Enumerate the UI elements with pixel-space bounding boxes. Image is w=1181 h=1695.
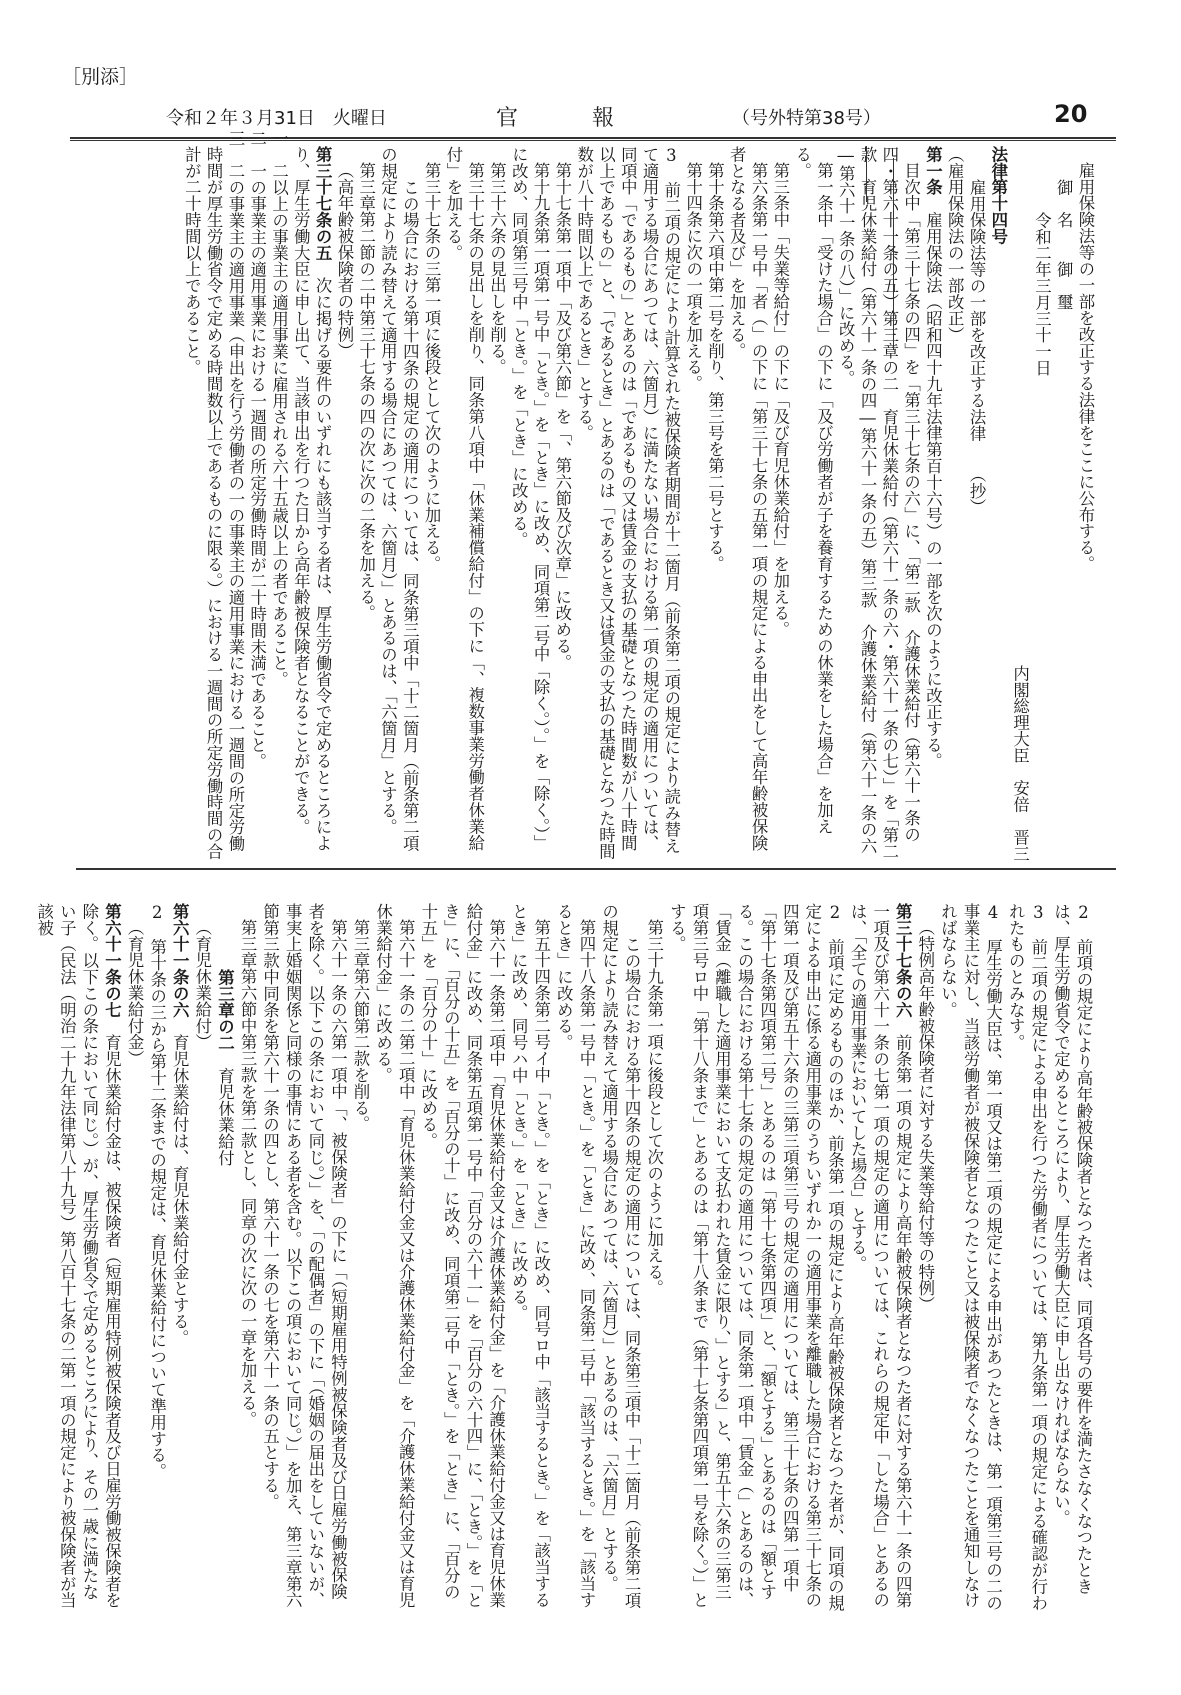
paragraph-text: 第十七条第一項中「及び第六節」を「、第六節及び次章」に改める。 bbox=[552, 162, 572, 671]
paragraph bbox=[551, 146, 573, 862]
article-heading: 法律第十四号 bbox=[988, 146, 1008, 245]
issue-number: （号外特第38号） bbox=[732, 108, 881, 129]
article-heading: 第六十一条の七 bbox=[102, 903, 122, 1018]
paragraph-text: （高年齢被保険者の特例） bbox=[334, 162, 354, 360]
paragraph-text: 2 前項の規定により高年齢被保険者となつた者は、同項各号の要件を満たさなくなつたときは、厚生労働省令で定めるところにより、厚生労働大臣に申し出なければならない。 bbox=[1051, 903, 1093, 1595]
paragraph-text: 御 名 御 璽 bbox=[1054, 178, 1074, 310]
paragraph bbox=[965, 146, 987, 862]
paragraph bbox=[420, 146, 442, 862]
gazette-title-kan: 官 bbox=[496, 106, 519, 131]
paragraph-text: 雇用保険法等の一部を改正する法律 （抄） bbox=[967, 178, 987, 515]
paragraph-text: 第四十八条第一号中「とき。」を「とき」に改め、同条第二号中「該当するとき。」を「該当するとき」に改める。 bbox=[554, 903, 596, 1609]
paragraph bbox=[573, 146, 682, 862]
paragraph-text: 第三十七条の見出しを削り、同条第八項中「休業補償給付」の下に「、複数事業労働者休業給付」を加える。 bbox=[443, 146, 485, 852]
upper-text-block bbox=[76, 129, 1096, 862]
page-number: 20 bbox=[1054, 100, 1088, 128]
annex-label: ［別添］ bbox=[62, 66, 139, 88]
paragraph-text: 第十四条に次の一項を加える。 bbox=[683, 162, 703, 392]
paragraph bbox=[791, 146, 835, 862]
paragraph bbox=[268, 129, 290, 862]
paragraph-text: 3 前二項の規定により計算された被保険者期間が十二箇月（前条第二項の規定により読み替えて適用する場合にあつては、六箇月）に満たない場合における第一項の規定の適用については、同項中「であるもの」とあるのは「であるもの又は賃金の支払の基礎となつた時間数が八十時間以上であるもの」と、「であるとき」とあるのは「であるとき又は賃金の支払の基礎となつた時間数が八十時間以上であるとき」とする。 bbox=[574, 146, 681, 860]
paragraph-text: 第三十六条の見出しを削る。 bbox=[487, 162, 507, 376]
paragraph-text: 三 二の事業主の適用事業（申出を行う労働者の一の事業主の適用事業における一週間の所定労働時間が厚生労働省令で定める時間数以上であるものに限る。）における一週間の所定労働時間の合計が二十時間以上であること。 bbox=[182, 129, 245, 860]
paragraph bbox=[1031, 146, 1053, 862]
article-paragraph bbox=[213, 903, 236, 1611]
paragraph bbox=[190, 903, 213, 1611]
paragraph bbox=[371, 903, 416, 1611]
paragraph bbox=[913, 903, 936, 1611]
gazette-title-po: 報 bbox=[592, 106, 615, 131]
paragraph-text: この場合における第十四条の規定の適用については、同条第三項中「十二箇月（前条第二項の規定により読み替えて適用する場合にあつては、六箇月）」とあるのは、「六箇月」とする。 bbox=[599, 903, 642, 1609]
paragraph bbox=[246, 129, 268, 862]
paragraph bbox=[943, 146, 965, 862]
paragraph-text: 第三章第二節の二中第三十七条の四の次に次の二条を加える。 bbox=[356, 162, 376, 622]
paragraph-text: （育児休業給付金） bbox=[125, 919, 145, 1067]
paragraph bbox=[834, 146, 921, 862]
paragraph-text: 第五十四条第二号イ中「とき。」を「とき」に改め、同号ロ中「該当するとき。」を「該当するとき」に改め、同号ハ中「とき。」を「とき」に改める。 bbox=[509, 903, 551, 1609]
paragraph bbox=[122, 903, 145, 1611]
paragraph-text: 育児休業給付金は、被保険者（短期雇用特例被保険者及び日雇労働被保険者を除く。以下この条において同じ。）が、厚生労働省令で定めるところにより、その一歳に満たない子（民法（明治二十九年法律第八十九号）第八百十七条の二第一項の規定により被保険者が当該被 bbox=[34, 903, 122, 1609]
paragraph-text: 4 厚生労働大臣は、第一項又は第二項の規定による申出があつたときは、第一項第三号の二の事業主に対し、当該労働者が被保険者となつたこと又は被保険者でなくなつたことを通知しなければならない。 bbox=[938, 903, 1003, 1611]
paragraph bbox=[507, 146, 551, 862]
paragraph bbox=[258, 903, 348, 1611]
paragraph bbox=[1009, 146, 1031, 862]
paragraph-text: 内閣総理大臣 安倍 晋三 bbox=[1010, 665, 1030, 862]
paragraph-text: 第六条第一号中「者（」の下に「第三十七条の五第一項の規定による申出をして高年齢被保険者となる者及び」を加える。 bbox=[727, 146, 769, 852]
article-paragraph bbox=[168, 903, 191, 1611]
title-side-rule bbox=[893, 158, 894, 350]
article-heading: 第三十七条の六 bbox=[893, 903, 913, 1018]
paragraph-text: 2 第十条の三から第十二条までの規定は、育児休業給付について準用する。 bbox=[147, 903, 167, 1480]
paragraph-text: 前条第一項の規定により高年齢被保険者となつた者に対する第六十一条の四第一項及び第六十一条の七第一項の規定の適用については、これらの規定中「した場合」とあるのは、「全ての適用事業においてした場合」とする。 bbox=[848, 903, 913, 1609]
paragraph-text: 第十九条第一項第一号中「とき。」を「とき」に改め、同項第二号中「除く。）。」を「除く。）」に改め、同項第三号中「とき。」を「とき」に改める。 bbox=[509, 146, 551, 852]
article-heading: 第六十一条の六 bbox=[170, 903, 190, 1018]
paragraph-text: 育児休業給付は、育児休業給付金とする。 bbox=[170, 1017, 190, 1346]
article-paragraph bbox=[290, 146, 334, 862]
paragraph-text: 第三十九条第一項に後段として次のように加える。 bbox=[644, 919, 664, 1297]
paragraph bbox=[642, 903, 665, 1611]
article-paragraph bbox=[32, 903, 122, 1611]
paragraph bbox=[181, 129, 246, 862]
paragraph-text: 育児休業給付 bbox=[215, 1050, 235, 1166]
paragraph bbox=[682, 146, 704, 862]
paragraph bbox=[348, 903, 371, 1611]
paragraph-text: 一 二以上の事業主の適用事業に雇用される六十五歳以上の者であること。 bbox=[269, 129, 289, 688]
paragraph bbox=[1004, 903, 1049, 1611]
paragraph-text: 次に掲げる要件のいずれにも該当する者は、厚生労働省令で定めるところにより、厚生労働大臣に申し出て、当該申出を行つた日から高年齢被保険者となることができる。 bbox=[291, 146, 333, 852]
paragraph-text: 第三章第六節第二款を削る。 bbox=[351, 919, 370, 1133]
article-side-rule bbox=[866, 146, 867, 202]
paragraph bbox=[1049, 903, 1094, 1611]
paragraph-text: 第十条第六項中第二号を削り、第三号を第二号とする。 bbox=[705, 162, 725, 573]
paragraph bbox=[665, 903, 846, 1611]
section-divider bbox=[76, 868, 1116, 870]
paragraph bbox=[1052, 146, 1074, 862]
paragraph-text: 第三条中「失業等給付」の下に「及び育児休業給付」を加える。 bbox=[770, 162, 790, 638]
paragraph bbox=[235, 903, 258, 1611]
paragraph bbox=[936, 903, 1004, 1611]
paragraph bbox=[725, 146, 769, 862]
paragraph-text: 第六十一条の六第一項中「、被保険者」の下に「（短期雇用特例被保険者及び日雇労働被保険者を除く。以下この条において同じ。）」を、「の配偶者」の下に「（婚姻の届出をしていないが、事実上婚姻関係と同様の事情にある者を含む。以下この項において同じ。）」を加え、第三章第六節第三款中同条を第六十一条の四とし、第六十一条の七を第六十一条の五とする。 bbox=[260, 903, 348, 1609]
paragraph-text: （雇用保険法の一部改正） bbox=[945, 146, 965, 343]
paragraph bbox=[1074, 146, 1096, 862]
paragraph-text: 第六十一条の二第二項中「育児休業給付金又は介護休業給付金」を「介護休業給付金又は育児休業給付金」に改める。 bbox=[373, 903, 416, 1609]
paragraph bbox=[704, 146, 726, 862]
article-heading: 第三十七条の五 bbox=[313, 146, 333, 261]
paragraph-text: 2 前項に定めるもののほか、前条第一項の規定により高年齢被保険者となつた者が、同項の規定による申出に係る適用事業のうちいずれか一の適用事業を離職した場合における第三十七条の四第一項及び第五十六条の三第三項第三号の規定の適用については、第三十七条の四第一項中「第十七条第四項第二号」とあるのは「第十七条第四項」と、「額とする」とあるのは「額とする。この場合における第十七条の規定の適用については、同条第一項中「賃金（」とあるのは、「賃金（離職した適用事業において支払われた賃金に限り、」とする」と、第五十六条の三第三項第三号ロ中「第十八条まで」とあるのは「第十八条まで（第十七条第四項第一号を除く。）」とする。 bbox=[667, 903, 845, 1611]
paragraph-text: 第三十七条の三第一項に後段として次のように加える。 bbox=[422, 162, 442, 573]
article-heading: 第三章の二 bbox=[215, 968, 235, 1051]
article-paragraph bbox=[922, 146, 944, 862]
paragraph-text: （育児休業給付） bbox=[192, 919, 212, 1051]
paragraph bbox=[377, 146, 421, 862]
article-paragraph bbox=[987, 146, 1009, 862]
paragraph-text: 令和二年三月三十一日 bbox=[1032, 211, 1052, 376]
paragraph-text: 雇用保険法等の一部を改正する法律をここに公布する。 bbox=[1076, 162, 1095, 573]
paragraph bbox=[333, 146, 355, 862]
paragraph-text: 第一条中「受けた場合」の下に「及び労働者が子を養育するための休業をした場合」を加える。 bbox=[792, 146, 834, 835]
paragraph bbox=[769, 146, 791, 862]
paragraph bbox=[552, 903, 597, 1611]
paragraph bbox=[442, 146, 486, 862]
paragraph bbox=[486, 146, 508, 862]
paragraph-text: 第六十一条第二項中「育児休業給付金又は介護休業給付金」を「介護休業給付金又は育児休業給付金」に改め、同条第五項第一号中「百分の六十一」を「百分の六十四」に、「とき。」を「とき」に、「百分の十五」を「百分の十」に改め、同項第二号中「とき。」を「とき」に、「百分の十五」を「百分の十」に改める。 bbox=[418, 903, 506, 1609]
paragraph-text: 雇用保険法（昭和四十九年法律第百十六号）の一部を次のように改正する。 bbox=[923, 195, 943, 770]
paragraph-text: 二 一の事業主の適用事業における一週間の所定労働時間が二十時間未満であること。 bbox=[247, 129, 267, 770]
paragraph bbox=[597, 903, 642, 1611]
paragraph-text: この場合における第十四条の規定の適用については、同条第三項中「十二箇月（前条第二項の規定により読み替えて適用する場合にあつては、六箇月）」とあるのは、「六箇月」とする。 bbox=[378, 146, 420, 852]
paragraph bbox=[145, 903, 168, 1611]
issue-date: 令和２年３月31日 火曜日 bbox=[166, 108, 387, 129]
paragraph-text: 3 前二項の規定による申出を行つた労働者については、第九条第一項の規定による確認が行われたものとみなす。 bbox=[1006, 903, 1048, 1611]
paragraph bbox=[507, 903, 552, 1611]
paragraph-text: （特例高年齢被保険者に対する失業等給付等の特例） bbox=[915, 919, 935, 1313]
paragraph bbox=[355, 146, 377, 862]
lower-text-block bbox=[34, 903, 1094, 1611]
article-heading: 第一条 bbox=[923, 146, 943, 196]
paragraph-text: 目次中「第三十七条の四」を「第三十七条の六」に、「第二款 介護休業給付（第六十一条の四・第六十一条の五）第三章の二 育児休業給付（第六十一条の六・第六十一条の七）」を「第二款 育児休業給付（第六十一条の四―第六十一条の五）第三款 介護休業給付（第六十一条の六―第六十一条の八）」に改める。 bbox=[836, 146, 921, 860]
paragraph-text: 第三章第六節中第三款を第二款とし、同章の次に次の一章を加える。 bbox=[238, 919, 258, 1428]
paragraph bbox=[416, 903, 506, 1611]
article-paragraph bbox=[845, 903, 913, 1611]
